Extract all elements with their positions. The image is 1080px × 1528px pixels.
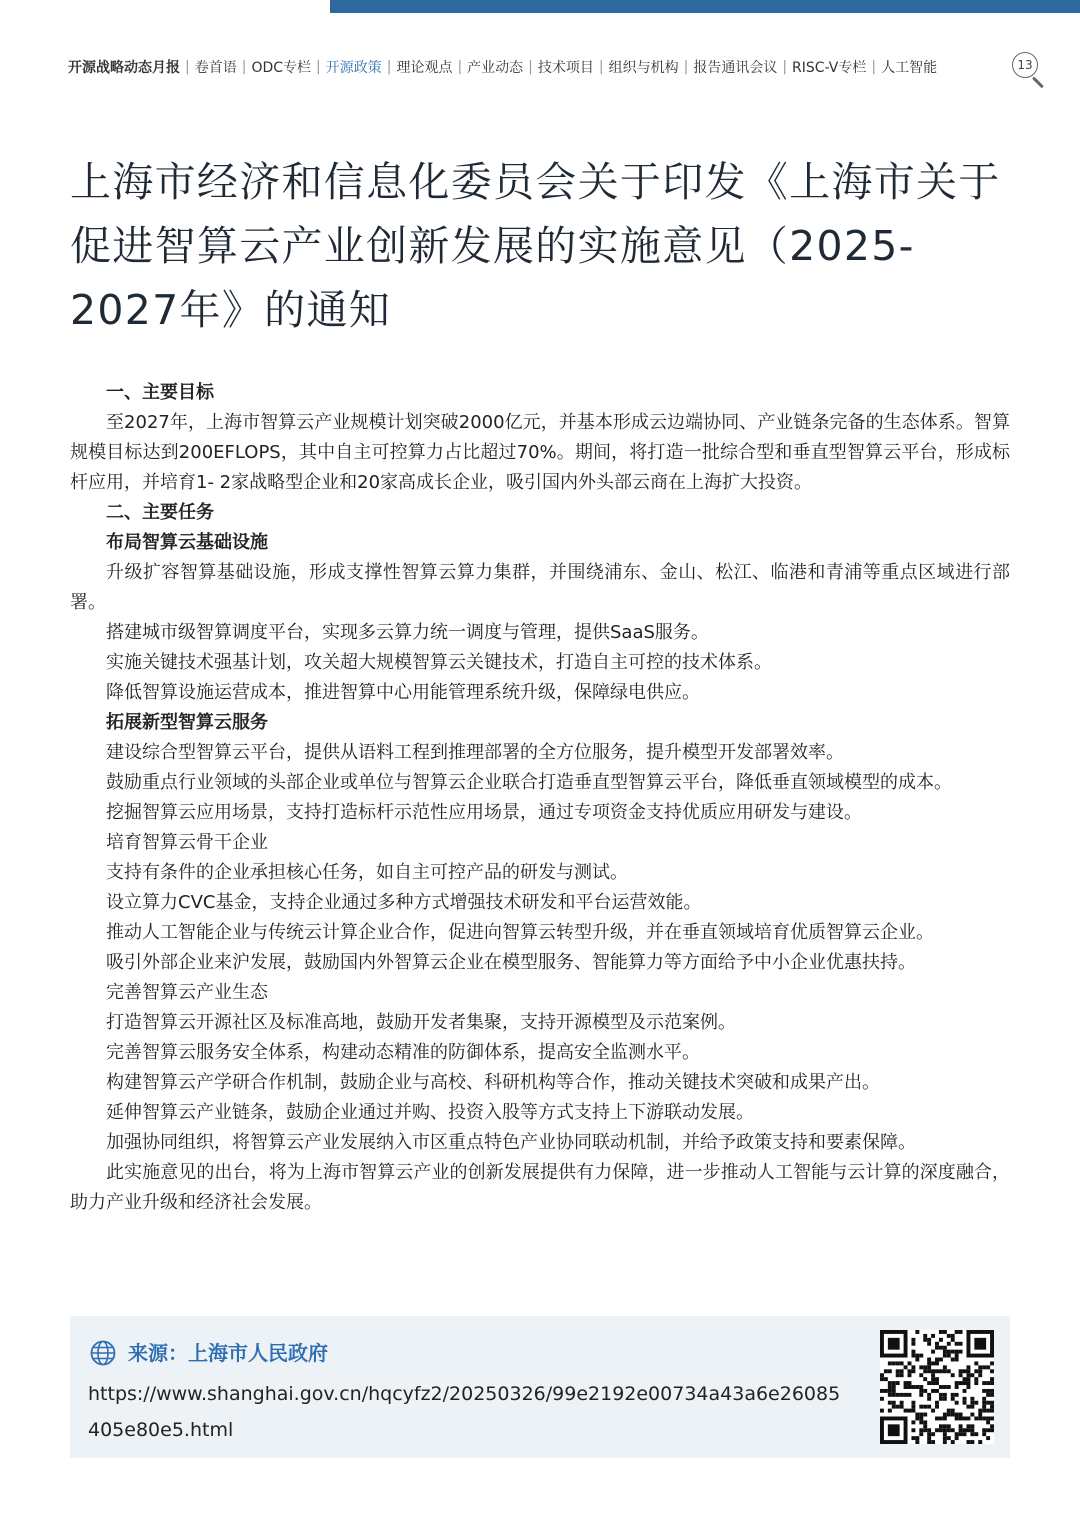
paragraph: 加强协同组织，将智算云产业发展纳入市区重点特色产业协同联动机制，并给予政策支持和要素保障。	[106, 1132, 916, 1153]
section-heading: 拓展新型智算云服务	[106, 712, 268, 733]
magnifier-handle-icon	[1032, 76, 1044, 88]
section-heading: 二、主要任务	[106, 502, 214, 523]
section-heading: 布局智算云基础设施	[106, 532, 268, 553]
paragraph: 搭建城市级智算调度平台，实现多云算力统一调度与管理，提供SaaS服务。	[106, 622, 709, 643]
nav-separator: |	[386, 59, 392, 75]
article-body	[70, 378, 1010, 1218]
top-accent-bar	[330, 0, 1080, 13]
nav-item[interactable]: 组织与机构	[608, 60, 679, 76]
nav-separator: |	[598, 59, 604, 75]
paragraph: 设立算力CVC基金，支持企业通过多种方式增强技术研发和平台运营效能。	[106, 892, 702, 913]
nav-items	[180, 57, 937, 77]
qr-code-icon[interactable]	[880, 1330, 994, 1444]
paragraph: 吸引外部企业来沪发展，鼓励国内外智算云企业在模型服务、智能算力等方面给予中小企业优惠扶持。	[106, 952, 916, 973]
paragraph: 打造智算云开源社区及标准高地，鼓励开发者集聚，支持开源模型及示范案例。	[106, 1012, 736, 1033]
paragraph: 构建智算云产学研合作机制，鼓励企业与高校、科研机构等合作，推动关键技术突破和成果产出。	[106, 1072, 880, 1093]
nav-item[interactable]: 开源政策	[325, 60, 382, 76]
page-number-magnifier	[1012, 52, 1050, 90]
section-nav	[68, 56, 1008, 78]
paragraph: 完善智算云服务安全体系，构建动态精准的防御体系，提高安全监测水平。	[106, 1042, 700, 1063]
nav-item[interactable]: 理论观点	[396, 60, 453, 76]
paragraph: 挖掘智算云应用场景，支持打造标杆示范性应用场景，通过专项资金支持优质应用研发与建设。	[106, 802, 862, 823]
nav-item[interactable]: 人工智能	[881, 60, 938, 76]
paragraph: 完善智算云产业生态	[106, 982, 268, 1003]
nav-separator: |	[528, 59, 533, 75]
source-box	[70, 1316, 1010, 1458]
nav-separator: |	[683, 59, 689, 75]
paragraph: 至2027年，上海市智算云产业规模计划突破2000亿元，并基本形成云边端协同、产业链条完备的生态体系。智算规模目标达到200EFLOPS，其中自主可控算力占比超过70%。期间，将打造一批综合型和垂直型智算云平台，形成标杆应用，并培育1- 2家战略型企业和20家高成长企业，吸引国内外头部云商在上海扩大投资。	[70, 412, 1010, 493]
article-title: 上海市经济和信息化委员会关于印发《上海市关于促进智算云产业创新发展的实施意见（2025-2027年》的通知	[70, 158, 1001, 334]
nav-item[interactable]: ODC专栏	[251, 60, 312, 76]
paragraph: 实施关键技术强基计划，攻关超大规模智算云关键技术，打造自主可控的技术体系。	[106, 652, 772, 673]
nav-separator: |	[782, 59, 788, 75]
paragraph: 此实施意见的出台，将为上海市智算云产业的创新发展提供有力保障，进一步推动人工智能与云计算的深度融合，助力产业升级和经济社会发展。	[70, 1162, 1010, 1213]
paragraph: 鼓励重点行业领域的头部企业或单位与智算云企业联合打造垂直型智算云平台，降低垂直领域模型的成本。	[106, 772, 952, 793]
nav-item[interactable]: 卷首语	[194, 60, 237, 76]
globe-icon	[90, 1340, 116, 1366]
nav-item[interactable]: RISC-V专栏	[792, 60, 867, 76]
nav-separator: |	[871, 59, 877, 75]
paragraph: 升级扩容智算基础设施，形成支撑性智算云算力集群，并围绕浦东、金山、松江、临港和青浦等重点区域进行部署。	[70, 562, 1010, 613]
nav-separator: |	[185, 59, 190, 75]
nav-item[interactable]: 产业动态	[467, 60, 524, 76]
paragraph: 支持有条件的企业承担核心任务，如自主可控产品的研发与测试。	[106, 862, 628, 883]
source-label: 来源：上海市人民政府	[128, 1341, 328, 1365]
nav-separator: |	[316, 59, 321, 75]
section-heading: 一、主要目标	[106, 382, 214, 403]
nav-separator: |	[457, 59, 463, 75]
page-number: 13	[1012, 52, 1038, 78]
nav-separator: |	[241, 59, 247, 75]
nav-brand: 开源战略动态月报	[68, 60, 180, 76]
paragraph: 降低智算设施运营成本，推进智算中心用能管理系统升级，保障绿电供应。	[106, 682, 700, 703]
source-url-link[interactable]: https://www.shanghai.gov.cn/hqcyfz2/20250326/99e2192e00734a43a6e26085405e80e5.html	[88, 1383, 841, 1441]
paragraph: 培育智算云骨干企业	[106, 832, 268, 853]
paragraph: 推动人工智能企业与传统云计算企业合作，促进向智算云转型升级，并在垂直领域培育优质智算云企业。	[106, 922, 934, 943]
paragraph: 延伸智算云产业链条，鼓励企业通过并购、投资入股等方式支持上下游联动发展。	[106, 1102, 754, 1123]
nav-item[interactable]: 报告通讯会议	[693, 60, 778, 76]
paragraph: 建设综合型智算云平台，提供从语料工程到推理部署的全方位服务，提升模型开发部署效率。	[106, 742, 844, 763]
nav-item[interactable]: 技术项目	[537, 60, 594, 76]
